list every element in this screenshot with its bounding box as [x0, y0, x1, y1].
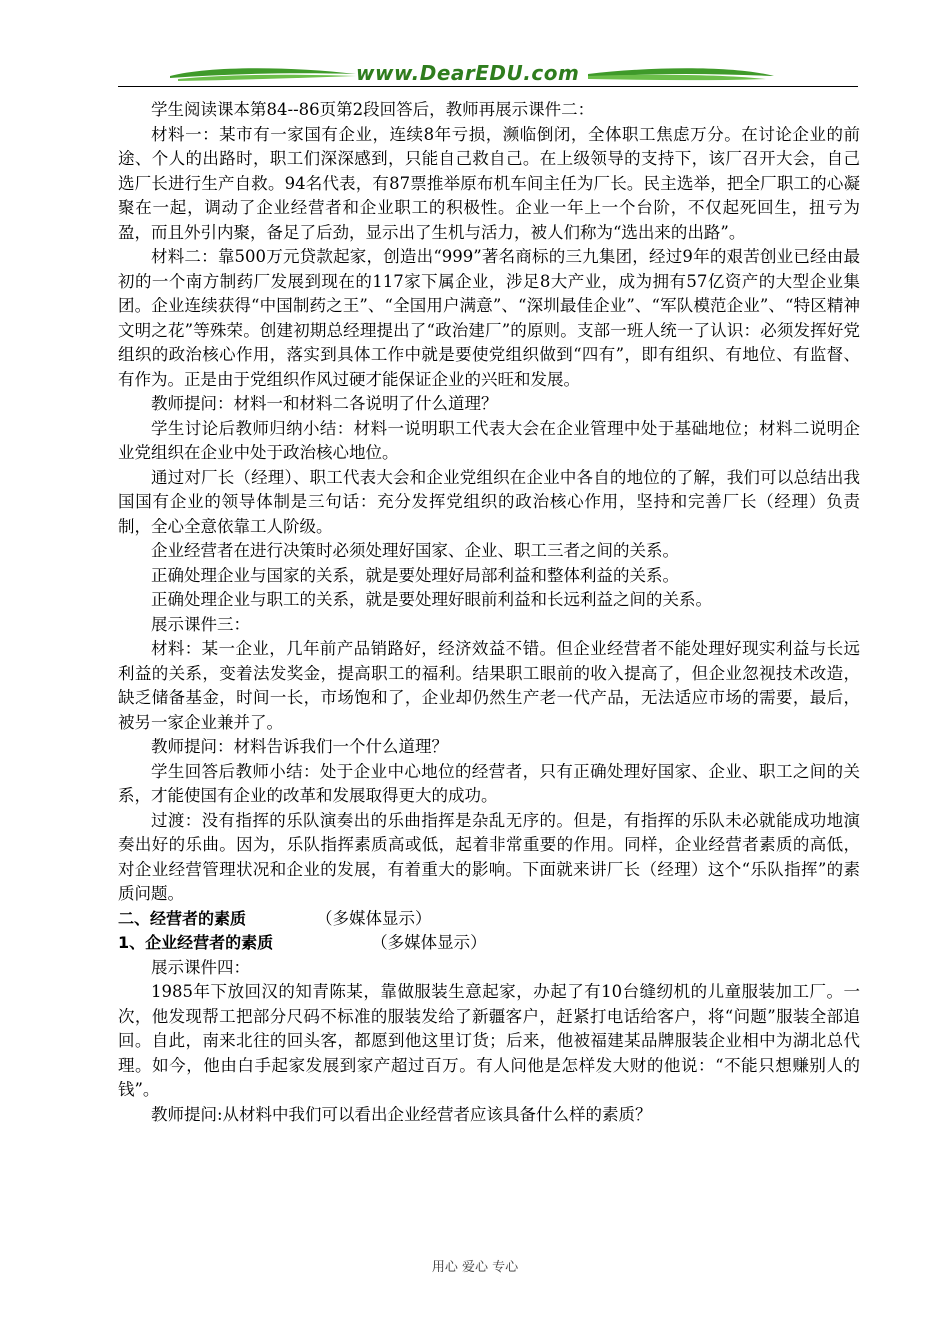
- paragraph: 教师提问：材料告诉我们一个什么道理？: [151, 737, 448, 756]
- paragraph: 学生讨论后教师归纳小结：材料一说明职工代表大会在企业管理中处于基础地位；材料二说明企业党组织在企业中处于政治核心地位。: [118, 418, 860, 462]
- paragraph: 展示课件四：: [151, 957, 250, 977]
- site-logo-text: www.DearEDU.com: [356, 61, 580, 85]
- paragraph: 1985年下放回汉的知青陈某，靠做服装生意起家，办起了有10台缝纫机的儿童服装加工厂。一次，他发现帮工把部分尺码不标准的服装发给了新疆客户，赶紧打电话给客户，将“问题”服装全部追回。自此，南来北往的回头客，都愿到他这里订货；后来，他被福建某品牌服装企业相中为湖北总代理。如今，他由白手起家发展到家产超过百万。有人问他是怎样发大财的他说：“不能只想赚别人的钱”。: [118, 982, 860, 1099]
- paragraph: 教师提问:从材料中我们可以看出企业经营者应该具备什么样的素质？: [151, 1104, 652, 1124]
- paragraph: 教师提问：材料一和材料二各说明了什么道理？: [151, 394, 498, 413]
- section-heading-note: （多媒体显示）: [316, 908, 432, 928]
- section-heading: [118, 907, 860, 932]
- page-header: [118, 56, 858, 96]
- left-swoosh-logo: [168, 64, 358, 86]
- paragraph: 材料一：某市有一家国有企业，连续8年亏损，濒临倒闭，全体职工焦虑万分。在讨论企业的前途、个人的出路时，职工们深深感到，只能自己救自己。在上级领导的支持下，该厂召开大会，自己选厂长进行生产自救。94名代表，有87票推举原布机车间主任为厂长。民主选举，把全厂职工的心凝聚在一起，调动了企业经营者和企业职工的积极性。企业一年上一个台阶，不仅起死回生，扭亏为盈，而且外引内聚，备足了后劲，显示出了生机与活力，被人们称为“选出来的出路”。: [118, 124, 860, 242]
- section-heading-title: 二、经营者的素质: [118, 908, 247, 928]
- paragraph: 材料：某一企业，几年前产品销路好，经济效益不错。但企业经营者不能处理好现实利益与长远利益的关系，变着法发奖金，提高职工的福利。结果职工眼前的收入提高了，但企业忽视技术改造，缺乏储备基金，时间一长，市场饱和了，企业却仍然生产老一代产品，无法适应市场的需要，最后，被另一家企业兼并了。: [118, 639, 860, 732]
- sub-heading: [118, 931, 860, 956]
- sub-heading-note: （多媒体显示）: [371, 933, 487, 952]
- paragraph: 企业经营者在进行决策时必须处理好国家、企业、职工三者之间的关系。: [151, 541, 679, 560]
- paragraph: 通过对厂长（经理）、职工代表大会和企业党组织在企业中各自的地位的了解，我们可以总结出我国国有企业的领导体制是三句话：充分发挥党组织的政治核心作用，坚持和完善厂长（经理）负责制，全心全意依靠工人阶级。: [118, 467, 860, 536]
- document-body: [118, 98, 860, 1127]
- paragraph: 正确处理企业与国家的关系，就是要处理好局部利益和整体利益的关系。: [151, 565, 679, 585]
- paragraph: 正确处理企业与职工的关系，就是要处理好眼前利益和长远利益之间的关系。: [151, 590, 712, 609]
- paragraph: 学生回答后教师小结：处于企业中心地位的经营者，只有正确处理好国家、企业、职工之间的关系，才能使国有企业的改革和发展取得更大的成功。: [118, 761, 860, 805]
- paragraph: 材料二：靠500万元贷款起家，创造出“999”著名商标的三九集团，经过9年的艰苦创业已经由最初的一个南方制药厂发展到现在的117家下属企业，涉足8大产业，成为拥有57亿资产的大型企业集团。企业连续获得“中国制药之王”、“全国用户满意”、“深圳最佳企业”、“军队模范企业”、“特区精神文明之花”等殊荣。创建初期总经理提出了“政治建厂”的原则。支部一班人统一了认识：必须发挥好党组织的政治核心作用，落实到具体工作中就是要使党组织做到“四有”，即有组织、有地位、有监督、有作为。正是由于党组织作风过硬才能保证企业的兴旺和发展。: [118, 247, 860, 389]
- right-swoosh-logo: [586, 64, 776, 86]
- page-footer: 用心 爱心 专心: [431, 1260, 519, 1275]
- sub-heading-title: 1、企业经营者的素质: [118, 933, 274, 952]
- paragraph: 展示课件三：: [151, 614, 250, 634]
- header-rule: [118, 86, 858, 87]
- paragraph: 过渡：没有指挥的乐队演奏出的乐曲指挥是杂乱无序的。但是，有指挥的乐队未必就能成功地演奏出好的乐曲。因为，乐队指挥素质高或低，起着非常重要的作用。同样，企业经营者素质的高低，对企业经营管理状况和企业的发展，有着重大的影响。下面就来讲厂长（经理）这个“乐队指挥”的素质问题。: [118, 810, 860, 903]
- paragraph: 学生阅读课本第84--86页第2段回答后，教师再展示课件二：: [151, 100, 595, 119]
